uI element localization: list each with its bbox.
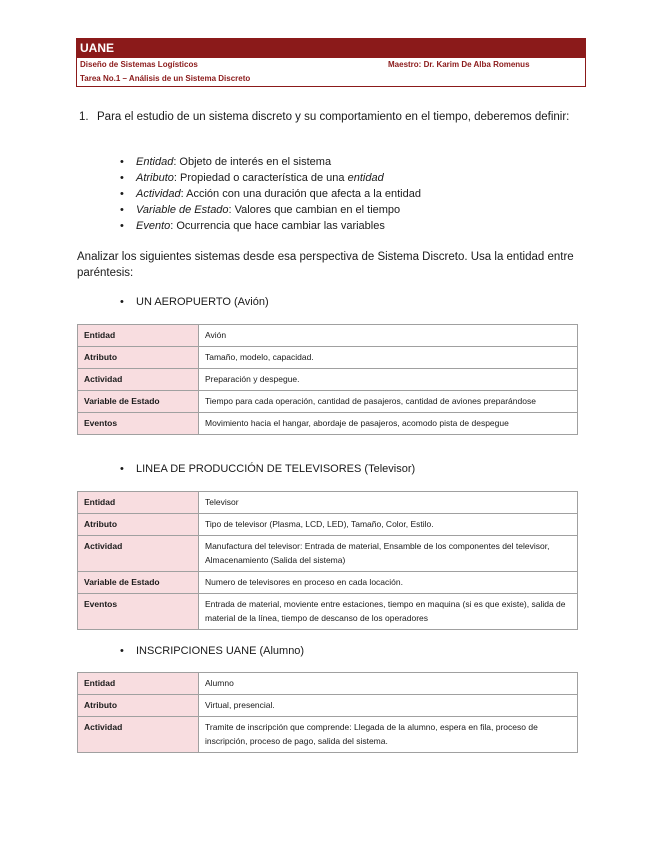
row-label: Actividad (78, 369, 199, 391)
row-value: Tamaño, modelo, capacidad. (199, 347, 578, 369)
section-title-tv-line: • LINEA DE PRODUCCIÓN DE TELEVISORES (Televisor) (118, 463, 415, 475)
row-value: Alumno (199, 673, 578, 695)
table-airport (77, 324, 578, 435)
definition-item (118, 202, 421, 218)
row-label: Atributo (78, 347, 199, 369)
row-label: Actividad (78, 717, 199, 753)
table-row (78, 536, 578, 572)
definition-desc: : Propiedad o característica de una (173, 172, 348, 184)
teacher-name: Maestro: Dr. Karim De Alba Romenus (388, 60, 530, 69)
definition-desc: : Valores que cambian en el tiempo (228, 204, 401, 216)
table-row (78, 717, 578, 753)
row-label: Eventos (78, 413, 199, 435)
row-label: Actividad (78, 536, 199, 572)
definition-desc-emphasis: entidad (347, 172, 384, 184)
table-row (78, 413, 578, 435)
table-row (78, 369, 578, 391)
question-text: Para el estudio de un sistema discreto y su comportamiento en el tiempo, deberemos definir: (97, 111, 570, 123)
row-value: Avión (199, 325, 578, 347)
header-row-1 (77, 58, 585, 72)
table-tv-line (77, 491, 578, 630)
row-label: Variable de Estado (78, 572, 199, 594)
table-row (78, 492, 578, 514)
definition-list (118, 154, 421, 234)
row-value: Tramite de inscripción que comprende: Llegada de la alumno, espera en fila, proceso de inscripción, proceso de pago, salida del sistema. (199, 717, 578, 753)
table-row (78, 325, 578, 347)
definition-item (118, 218, 421, 234)
course-name: Diseño de Sistemas Logísticos (80, 60, 198, 69)
definition-term: Evento (136, 220, 171, 232)
row-label: Eventos (78, 594, 199, 630)
table-row (78, 695, 578, 717)
table-enrollment (77, 672, 578, 753)
table-row (78, 572, 578, 594)
row-label: Atributo (78, 695, 199, 717)
table-row (78, 514, 578, 536)
row-value: Tiempo para cada operación, cantidad de pasajeros, cantidad de aviones preparándose (199, 391, 578, 413)
definition-desc: : Objeto de interés en el sistema (173, 156, 332, 168)
row-label: Entidad (78, 673, 199, 695)
definition-item (118, 170, 421, 186)
table-row (78, 391, 578, 413)
question-number: 1. (79, 111, 89, 123)
row-value: Preparación y despegue. (199, 369, 578, 391)
row-value: Virtual, presencial. (199, 695, 578, 717)
row-label: Entidad (78, 492, 199, 514)
row-value: Movimiento hacia el hangar, abordaje de pasajeros, acomodo pista de despegue (199, 413, 578, 435)
row-value: Tipo de televisor (Plasma, LCD, LED), Tamaño, Color, Estilo. (199, 514, 578, 536)
section-title-airport: • UN AEROPUERTO (Avión) (118, 296, 269, 308)
row-label: Variable de Estado (78, 391, 199, 413)
question-1 (79, 109, 579, 126)
definition-term: Actividad (136, 188, 181, 200)
table-row (78, 347, 578, 369)
assignment-title: Tarea No.1 – Análisis de un Sistema Discreto (80, 74, 251, 83)
row-label: Entidad (78, 325, 199, 347)
brand-bar: UANE (77, 39, 585, 58)
definition-term: Variable de Estado (136, 204, 229, 216)
definition-item (118, 186, 421, 202)
row-value: Manufactura del televisor: Entrada de material, Ensamble de los componentes del televisor, Almacenamiento (Salida del sistema) (199, 536, 578, 572)
definition-desc: : Acción con una duración que afecta a la entidad (180, 188, 421, 200)
row-value: Entrada de material, moviente entre estaciones, tiempo en maquina (si es que existe), salida de material de la línea, tiempo de descanso de los operadores (199, 594, 578, 630)
row-value: Televisor (199, 492, 578, 514)
table-row (78, 594, 578, 630)
definition-item (118, 154, 421, 170)
definition-desc: : Ocurrencia que hace cambiar las variables (170, 220, 385, 232)
row-label: Atributo (78, 514, 199, 536)
document-header (76, 38, 586, 87)
definition-term: Entidad (136, 156, 174, 168)
intro-paragraph: Analizar los siguientes sistemas desde esa perspectiva de Sistema Discreto. Usa la entidad entre paréntesis: (77, 251, 574, 279)
table-row (78, 673, 578, 695)
section-title-enrollment: • INSCRIPCIONES UANE (Alumno) (118, 645, 304, 657)
row-value: Numero de televisores en proceso en cada locación. (199, 572, 578, 594)
header-row-2 (77, 72, 585, 86)
definition-term: Atributo (136, 172, 174, 184)
